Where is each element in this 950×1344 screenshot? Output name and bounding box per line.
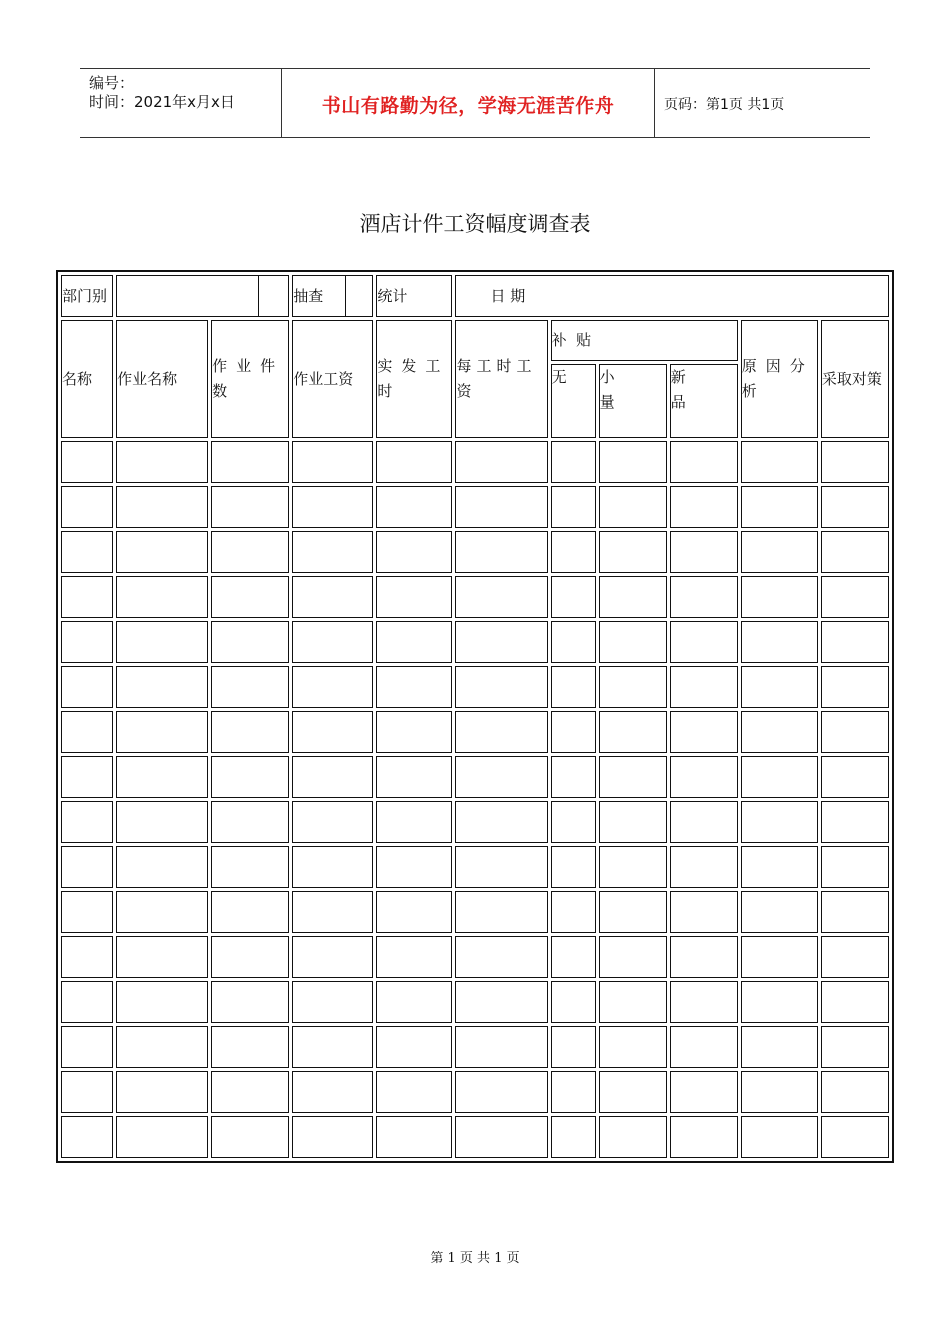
table-cell[interactable] [292, 801, 373, 843]
table-cell[interactable] [741, 441, 818, 483]
table-cell[interactable] [455, 801, 547, 843]
table-cell[interactable] [551, 891, 596, 933]
table-cell[interactable] [821, 441, 889, 483]
table-row [61, 1116, 889, 1158]
table-cell[interactable] [599, 801, 667, 843]
table-cell[interactable] [211, 756, 289, 798]
table-cell[interactable] [61, 801, 113, 843]
date-label: 日 期 [455, 275, 889, 317]
table-cell[interactable] [292, 981, 373, 1023]
table-cell[interactable] [599, 576, 667, 618]
table-cell[interactable] [670, 711, 738, 753]
table-cell[interactable] [670, 1116, 738, 1158]
table-cell[interactable] [116, 531, 208, 573]
table-cell[interactable] [741, 486, 818, 528]
table-cell[interactable] [376, 576, 452, 618]
department-input-extra[interactable] [262, 276, 288, 316]
table-cell[interactable] [670, 576, 738, 618]
table-row [61, 486, 889, 528]
table-cell[interactable] [551, 486, 596, 528]
table-cell[interactable] [376, 441, 452, 483]
table-cell[interactable] [211, 441, 289, 483]
table-cell[interactable] [292, 441, 373, 483]
table-cell[interactable] [376, 486, 452, 528]
table-cell[interactable] [211, 576, 289, 618]
table-cell[interactable] [551, 576, 596, 618]
table-cell[interactable] [376, 666, 452, 708]
table-cell[interactable] [292, 1071, 373, 1113]
table-cell[interactable] [551, 531, 596, 573]
spot-check-input[interactable] [345, 276, 372, 316]
table-cell[interactable] [292, 666, 373, 708]
table-cell[interactable] [211, 801, 289, 843]
table-cell[interactable] [61, 576, 113, 618]
document-date-label: 时间：2021年x月x日 [89, 93, 235, 111]
table-cell[interactable] [376, 891, 452, 933]
table-cell[interactable] [376, 846, 452, 888]
table-row [61, 891, 889, 933]
form-info-row [61, 275, 889, 317]
col-reason-header: 原因分析 [741, 320, 818, 438]
col-job-count-header: 作业件数 [211, 320, 289, 438]
table-cell[interactable] [821, 621, 889, 663]
table-row [61, 846, 889, 888]
table-cell[interactable] [741, 531, 818, 573]
table-cell[interactable] [551, 1071, 596, 1113]
spot-check-cell[interactable] [292, 275, 373, 317]
table-cell[interactable] [599, 531, 667, 573]
table-cell[interactable] [821, 1071, 889, 1113]
table-cell[interactable] [741, 621, 818, 663]
table-cell[interactable] [292, 621, 373, 663]
header-motto: 书山有路勤为径，学海无涯苦作舟 [321, 95, 615, 117]
table-cell[interactable] [599, 621, 667, 663]
table-cell[interactable] [821, 711, 889, 753]
table-cell[interactable] [116, 1116, 208, 1158]
table-cell[interactable] [455, 666, 547, 708]
table-cell[interactable] [551, 756, 596, 798]
table-cell[interactable] [599, 666, 667, 708]
table-cell[interactable] [670, 621, 738, 663]
table-cell[interactable] [292, 576, 373, 618]
table-cell[interactable] [741, 801, 818, 843]
table-cell[interactable] [821, 531, 889, 573]
col-job-name-header: 作业名称 [116, 320, 208, 438]
table-cell[interactable] [599, 711, 667, 753]
table-cell[interactable] [551, 801, 596, 843]
table-cell[interactable] [455, 1071, 547, 1113]
table-cell[interactable] [61, 756, 113, 798]
table-cell[interactable] [292, 486, 373, 528]
table-row [61, 441, 889, 483]
department-input-cell[interactable] [116, 275, 289, 317]
table-cell[interactable] [211, 486, 289, 528]
table-cell[interactable] [455, 846, 547, 888]
table-cell[interactable] [211, 711, 289, 753]
table-cell[interactable] [670, 486, 738, 528]
table-cell[interactable] [455, 936, 547, 978]
table-cell[interactable] [821, 1026, 889, 1068]
table-cell[interactable] [211, 531, 289, 573]
table-cell[interactable] [116, 891, 208, 933]
table-cell[interactable] [116, 621, 208, 663]
table-cell[interactable] [551, 666, 596, 708]
table-cell[interactable] [455, 531, 547, 573]
header-page-number: 页码：第1页 共1页 [664, 97, 785, 113]
table-cell[interactable] [551, 981, 596, 1023]
spot-check-label: 抽查 [293, 286, 324, 305]
table-row [61, 801, 889, 843]
table-cell[interactable] [292, 936, 373, 978]
table-cell[interactable] [741, 711, 818, 753]
table-row [61, 1071, 889, 1113]
table-cell[interactable] [670, 756, 738, 798]
table-row [61, 1026, 889, 1068]
table-cell[interactable] [61, 1071, 113, 1113]
table-cell[interactable] [376, 1026, 452, 1068]
table-cell[interactable] [670, 666, 738, 708]
table-cell[interactable] [211, 891, 289, 933]
table-cell[interactable] [376, 801, 452, 843]
table-cell[interactable] [292, 1026, 373, 1068]
table-cell[interactable] [61, 846, 113, 888]
table-cell[interactable] [821, 801, 889, 843]
table-cell[interactable] [61, 621, 113, 663]
table-cell[interactable] [741, 576, 818, 618]
table-cell[interactable] [599, 936, 667, 978]
table-cell[interactable] [455, 576, 547, 618]
table-cell[interactable] [292, 1116, 373, 1158]
table-cell[interactable] [821, 891, 889, 933]
table-cell[interactable] [116, 711, 208, 753]
header-meta-cell [80, 69, 282, 137]
table-cell[interactable] [455, 711, 547, 753]
table-cell[interactable] [376, 936, 452, 978]
table-cell[interactable] [376, 1071, 452, 1113]
table-cell[interactable] [61, 936, 113, 978]
table-row [61, 531, 889, 573]
table-cell[interactable] [116, 936, 208, 978]
table-cell[interactable] [741, 891, 818, 933]
header-page-cell [655, 69, 870, 137]
table-cell[interactable] [741, 666, 818, 708]
table-cell[interactable] [61, 666, 113, 708]
table-cell[interactable] [116, 1026, 208, 1068]
page-footer: 第 1 页 共 1 页 [430, 1251, 520, 1266]
table-cell[interactable] [551, 441, 596, 483]
column-header-row [61, 320, 889, 361]
table-cell[interactable] [821, 936, 889, 978]
col-subsidy-header: 补 贴 [551, 320, 738, 361]
table-cell[interactable] [741, 1026, 818, 1068]
table-cell[interactable] [599, 1071, 667, 1113]
table-cell[interactable] [821, 1116, 889, 1158]
header-motto-cell [282, 69, 655, 137]
col-name-header: 名称 [61, 320, 113, 438]
table-cell[interactable] [741, 981, 818, 1023]
table-cell[interactable] [551, 1026, 596, 1068]
table-cell[interactable] [670, 441, 738, 483]
table-cell[interactable] [116, 846, 208, 888]
table-cell[interactable] [741, 1116, 818, 1158]
table-cell[interactable] [116, 441, 208, 483]
table-cell[interactable] [292, 756, 373, 798]
table-cell[interactable] [292, 846, 373, 888]
page-title: 酒店计件工资幅度调查表 [359, 212, 591, 236]
table-cell[interactable] [599, 1026, 667, 1068]
table-cell[interactable] [455, 981, 547, 1023]
table-cell[interactable] [292, 891, 373, 933]
table-cell[interactable] [821, 666, 889, 708]
table-cell[interactable] [551, 1116, 596, 1158]
document-code-label: 编号： [89, 74, 135, 92]
table-cell[interactable] [455, 486, 547, 528]
table-cell[interactable] [455, 621, 547, 663]
table-row [61, 621, 889, 663]
col-subsidy-none-header: 无 [551, 364, 596, 438]
table-cell[interactable] [61, 981, 113, 1023]
col-measures-header: 采取对策 [821, 320, 889, 438]
table-cell[interactable] [599, 486, 667, 528]
table-cell[interactable] [376, 981, 452, 1023]
table-cell[interactable] [670, 531, 738, 573]
table-cell[interactable] [670, 801, 738, 843]
table-cell[interactable] [376, 621, 452, 663]
table-cell[interactable] [116, 486, 208, 528]
table-cell[interactable] [670, 981, 738, 1023]
table-cell[interactable] [551, 846, 596, 888]
table-cell[interactable] [211, 1071, 289, 1113]
table-cell[interactable] [455, 441, 547, 483]
table-cell[interactable] [116, 801, 208, 843]
data-rows [61, 441, 889, 1158]
col-job-wage-header: 作业工资 [292, 320, 373, 438]
document-header [80, 68, 870, 138]
table-cell[interactable] [61, 1026, 113, 1068]
table-cell[interactable] [741, 846, 818, 888]
table-row [61, 576, 889, 618]
table-cell[interactable] [455, 891, 547, 933]
table-cell[interactable] [670, 936, 738, 978]
table-cell[interactable] [741, 1071, 818, 1113]
table-cell[interactable] [211, 981, 289, 1023]
department-input[interactable] [117, 276, 259, 316]
table-cell[interactable] [211, 846, 289, 888]
table-cell[interactable] [821, 756, 889, 798]
table-cell[interactable] [61, 711, 113, 753]
table-cell[interactable] [670, 1026, 738, 1068]
table-cell[interactable] [211, 1026, 289, 1068]
table-cell[interactable] [821, 576, 889, 618]
table-cell[interactable] [741, 756, 818, 798]
table-cell[interactable] [211, 621, 289, 663]
table-row [61, 936, 889, 978]
table-cell[interactable] [599, 891, 667, 933]
table-cell[interactable] [61, 486, 113, 528]
table-cell[interactable] [551, 621, 596, 663]
table-cell[interactable] [61, 531, 113, 573]
table-cell[interactable] [670, 846, 738, 888]
table-cell[interactable] [61, 1116, 113, 1158]
table-cell[interactable] [61, 441, 113, 483]
table-cell[interactable] [455, 1116, 547, 1158]
table-cell[interactable] [551, 711, 596, 753]
table-cell[interactable] [116, 981, 208, 1023]
col-subsidy-small-header: 小量 [599, 364, 667, 438]
table-cell[interactable] [670, 1071, 738, 1113]
table-row [61, 711, 889, 753]
table-cell[interactable] [599, 756, 667, 798]
table-cell[interactable] [599, 1116, 667, 1158]
table-row [61, 756, 889, 798]
department-label: 部门别 [61, 275, 113, 317]
table-cell[interactable] [211, 936, 289, 978]
table-cell[interactable] [551, 936, 596, 978]
table-cell[interactable] [292, 531, 373, 573]
table-cell[interactable] [116, 1071, 208, 1113]
table-cell[interactable] [599, 846, 667, 888]
wage-survey-table [56, 270, 894, 1163]
table-cell[interactable] [116, 576, 208, 618]
col-hourly-wage-header: 每工时工资 [455, 320, 547, 438]
table-cell[interactable] [670, 891, 738, 933]
table-cell[interactable] [211, 1116, 289, 1158]
table-cell[interactable] [376, 756, 452, 798]
statistics-label: 统计 [376, 275, 452, 317]
table-cell[interactable] [821, 846, 889, 888]
table-cell[interactable] [455, 756, 547, 798]
table-cell[interactable] [376, 531, 452, 573]
col-actual-hours-header: 实发工时 [376, 320, 452, 438]
table-cell[interactable] [211, 666, 289, 708]
table-cell[interactable] [292, 711, 373, 753]
table-cell[interactable] [599, 441, 667, 483]
table-cell[interactable] [116, 666, 208, 708]
table-cell[interactable] [376, 1116, 452, 1158]
table-row [61, 666, 889, 708]
table-cell[interactable] [455, 1026, 547, 1068]
col-subsidy-new-header: 新品 [670, 364, 738, 438]
table-row [61, 981, 889, 1023]
table-cell[interactable] [821, 981, 889, 1023]
table-cell[interactable] [741, 936, 818, 978]
table-cell[interactable] [61, 891, 113, 933]
table-cell[interactable] [821, 486, 889, 528]
table-cell[interactable] [376, 711, 452, 753]
table-cell[interactable] [116, 756, 208, 798]
table-cell[interactable] [599, 981, 667, 1023]
